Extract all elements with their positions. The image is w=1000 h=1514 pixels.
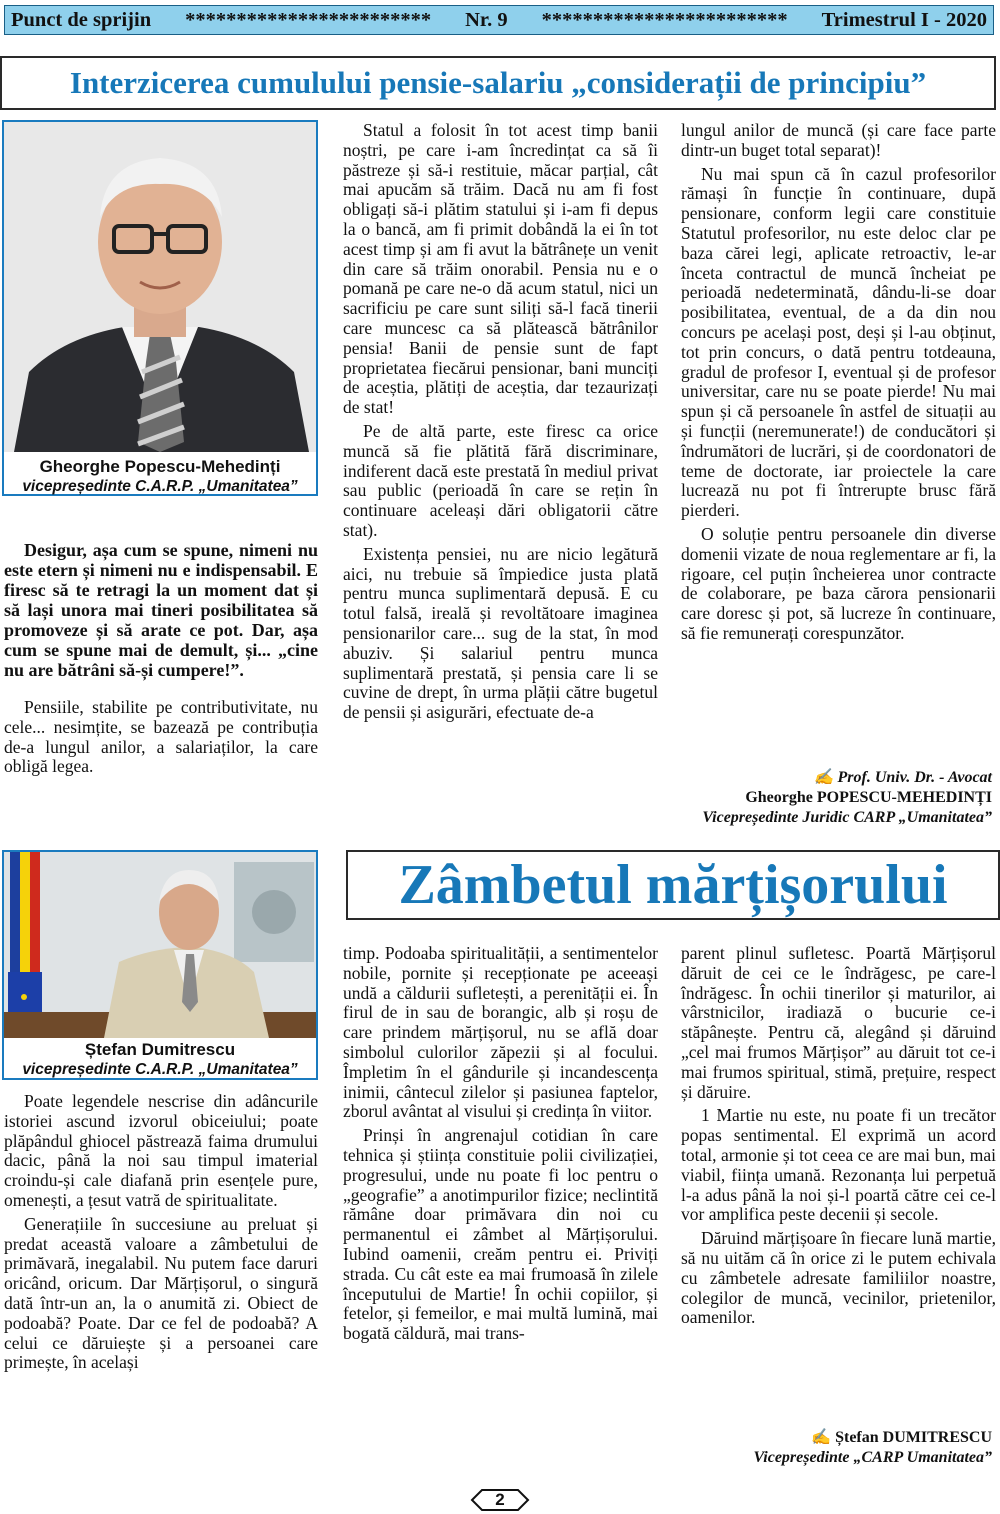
article2-column-2 <box>343 944 658 1344</box>
article1-column-1 <box>4 540 318 777</box>
page-number: 2 <box>495 1490 505 1509</box>
article1-signature-role: Vicepreședinte Juridic CARP „Umanitatea” <box>702 809 992 826</box>
article1-paragraph: O soluție pentru persoanele din diverse domenii vizate de noua reglementare ar fi, la rigoare, cel puțin încheierea unor contracte de colaborare, pe baza cărora pensionarii care doresc și pot, să lucreze în continuare, să fie remunerați corespunzător. <box>681 523 996 643</box>
article1-signature-title: Prof. Univ. Dr. - Avocat <box>837 769 992 786</box>
author1-photo-role: vicepreședinte C.A.R.P. „Umanitatea” <box>22 478 298 495</box>
article2-paragraph: Poate legendele nescrise din adâncurile istoriei ascund izvorul obiceiului; poate plăpândul ghiocel păstrează faima drumului dacic, până la noi sau timpul imaterial croindu-și cale diafană prin esențele pure, omenești, a țesut vatră de spiritualitate. <box>4 1091 318 1210</box>
article2-column-1 <box>4 1092 318 1373</box>
article2-signature <box>640 1428 992 1468</box>
author2-photo-name: Ștefan Dumitrescu <box>84 1040 236 1059</box>
publication-name: Punct de sprijin <box>11 8 152 31</box>
article2-paragraph: 1 Martie nu este, nu poate fi un trecător popas sentimental. El exprimă un acord total, armonie și tot ceea ce are mai bun, mai viabil, ființa umană. Rezonanța lui perpetuă l-a adus până la noi și-l poartă către cei ce-l vor amplifica peste decenii și secole. <box>681 1105 996 1225</box>
header-stars-left: ************************ <box>185 8 432 31</box>
article1-column-3 <box>681 121 996 644</box>
article1-title: Interzicerea cumulului pensie-salariu „considerații de principiu” <box>0 56 996 110</box>
article2-paragraph: timp. Podoaba spiritualității, a sentimentelor nobile, pornite și recepționate pe aceeași undă a căldurii sufletești, a perenității ei. În firul de in sau de borangic, alb și roșu de care prindem mărțișorul, nu se află doar simbolul culorilor zăpezii și al focului. Împletim în el gândurile și incandescența inimii, cântecul zilelor și pasiunea faptelor, zborul avântat al visului și credința în viitor. <box>343 943 658 1122</box>
article2-column-3 <box>681 944 996 1328</box>
article2-signature-name: Ștefan DUMITRESCU <box>835 1429 992 1446</box>
article2-paragraph: parent plinul sufletesc. Poartă Mărțișorul dăruit de cei ce le îndrăgesc, pe care-l îndrăgesc. În ochii tinerilor și maturilor, ai vârstnicilor, iradiază o bucurie ce-i stăpânește. Pentru că, alegând și dăruind „cel mai frumos Mărțișor” au dăruit tot ce-i mai frumos spiritual, stimă, prețuire, respect și dăruire. <box>681 943 996 1102</box>
author2-photo-box <box>2 850 318 1080</box>
article1-paragraph: Nu mai spun că în cazul profesorilor rămași în funcție în continuare, după pensionare, conform legii care constituie Statutul profesorilor, nu este deloc clar pe baza cărei legi, aplicate retroactiv, le-ar înceta contractul de muncă încheiat pe perioadă nedeterminată, dându-li-se doar posibilitatea, eventual, de a da din nou concurs pe același post, deși și l-au obținut, tot prin concurs, o dată pentru totdeauna, gradul de profesor I, eventual și de profesor universitar, care nu se poate pierde! Nu mai spun și că persoanele în astfel de situații au și funcții (neremunerate!) de conducători și îndrumători de lucrări, și de coordonatori de teme de doctorate, iar proiectele la care lucrează nu pot fi întrerupte brusc fără pierderi. <box>681 163 996 521</box>
pen-icon: ✍ <box>811 1429 832 1446</box>
article1-column-2 <box>343 121 658 723</box>
article1-paragraph: Existența pensiei, nu are nicio legătură aici, nu trebuie să împiedice justa plată pentru munca suplimentară depusă. E cu totul falsă, ireală și revoltătoare imaginea pensionarilor care... sug de la stat, în mod abuziv. Și salariul pentru munca suplimentară prestată, și pensia care li se cuvine de drept, în urma plății către bugetul de pensii și asigurări, efectuate de-a <box>343 543 658 723</box>
pen-icon: ✍ <box>813 769 834 786</box>
article1-paragraph: Pe de altă parte, este firesc ca orice muncă să fie plătită fără discriminare, indiferent dacă este prestată în mediul privat sau public (perioadă în care se rețin în continuare aceleași dări obligatorii către stat). <box>343 420 658 540</box>
article2-paragraph: Prinși în angrenajul cotidian în care tehnica și știința constituie polii civilizației, progresului, unde nu poate fi loc pentru o „geografie” a anotimpurilor fizice; neclintită rămâne doar primăvara din noi cu permanentul ei zâmbet al Mărțișorului. Iubind oamenii, creăm pentru ei. Priviți strada. Cu cât este ea mai frumoasă în zilele începutului de Martie! În ochii copiilor, și fetelor, și femeilor, e mai multă lumină, mai bogată căldură, mai trans- <box>343 1125 658 1344</box>
article1-paragraph: Pensiile, stabilite pe contributivitate, nu cele... nesimțite, se bazează pe contribuția de-a lungul anilor, a salariaților, la care obligă legea. <box>4 697 318 777</box>
article1-signature-name: Gheorghe POPESCU-MEHEDINȚI <box>745 789 992 806</box>
article2-title: Zâmbetul mărțișorului <box>346 850 1000 920</box>
author2-portrait <box>4 852 316 1038</box>
article2-paragraph: Dăruind mărțișoare în fiecare lună martie, să nu uităm că în orice zi le putem echivala cu zâmbetele adresate familiilor noastre, colegilor de muncă, vecinilor, prietenilor, oamenilor. <box>681 1228 996 1328</box>
author1-photo-box <box>2 120 318 496</box>
article1-paragraph: Statul a folosit în tot acest timp banii noștri, pe care i-am încredințat ca să îi păstreze și să-i restituie, măcar parțial, cât mai apucăm să trăim. Dacă nu am fi fost obligați să-i plătim statului și i-am fi depus la o bancă, am fi primit dobândă la ei în tot acest timp și am fi avut la bătrânețe un venit din care să trăim onorabil. Pensia nu e o pomană pe care ne-o dă acum statul, nici un sacrificiu pe care sunt siliți să-l facă tinerii care muncesc ca să plătească bătrânilor pensia! Banii de pensie sunt de fapt proprietatea fiecărui pensionar, bani munciți de aceștia, plătiți de aceștia, dar tezaurizați de stat! <box>343 120 658 418</box>
article2-paragraph: Generațiile în succesiune au preluat și predat această valoare a zâmbetului de primăvară, inegalabil. Nu putem face daruri oricând, oricum. Dar Mărțișorul, o singură dată într-un an, la o anumită zi. Obiect de podoabă? Poate. Dar ce fel de podoabă? A celui ce dăruiește și a persoanei care primește, în același <box>4 1213 318 1373</box>
author1-portrait <box>4 122 316 452</box>
article1-signature <box>600 768 992 828</box>
issue-period: Trimestrul I - 2020 <box>821 8 987 31</box>
issue-number: Nr. 9 <box>465 8 508 31</box>
author2-photo-role: vicepreședinte C.A.R.P. „Umanitatea” <box>22 1061 298 1078</box>
header-stars-right: ************************ <box>541 8 788 31</box>
article1-lead: Desigur, așa cum se spune, nimeni nu este etern și nimeni nu e indispensabil. E firesc să te retragi la un moment dat și să lași unora mai tineri posibilitatea să promoveze și să arate ce pot. Dar, așa cum se spune mai de demult, și... „cine nu are bătrâni să-și cumpere!”. <box>4 540 318 680</box>
page-number-badge <box>470 1488 530 1512</box>
page-header <box>4 5 994 35</box>
article2-signature-role: Vicepreședinte „CARP Umanitatea” <box>753 1449 992 1466</box>
author1-photo-name: Gheorghe Popescu-Mehedinți <box>39 457 281 476</box>
article1-paragraph: lungul anilor de muncă (și care face parte dintr-un buget total separat)! <box>681 120 996 160</box>
